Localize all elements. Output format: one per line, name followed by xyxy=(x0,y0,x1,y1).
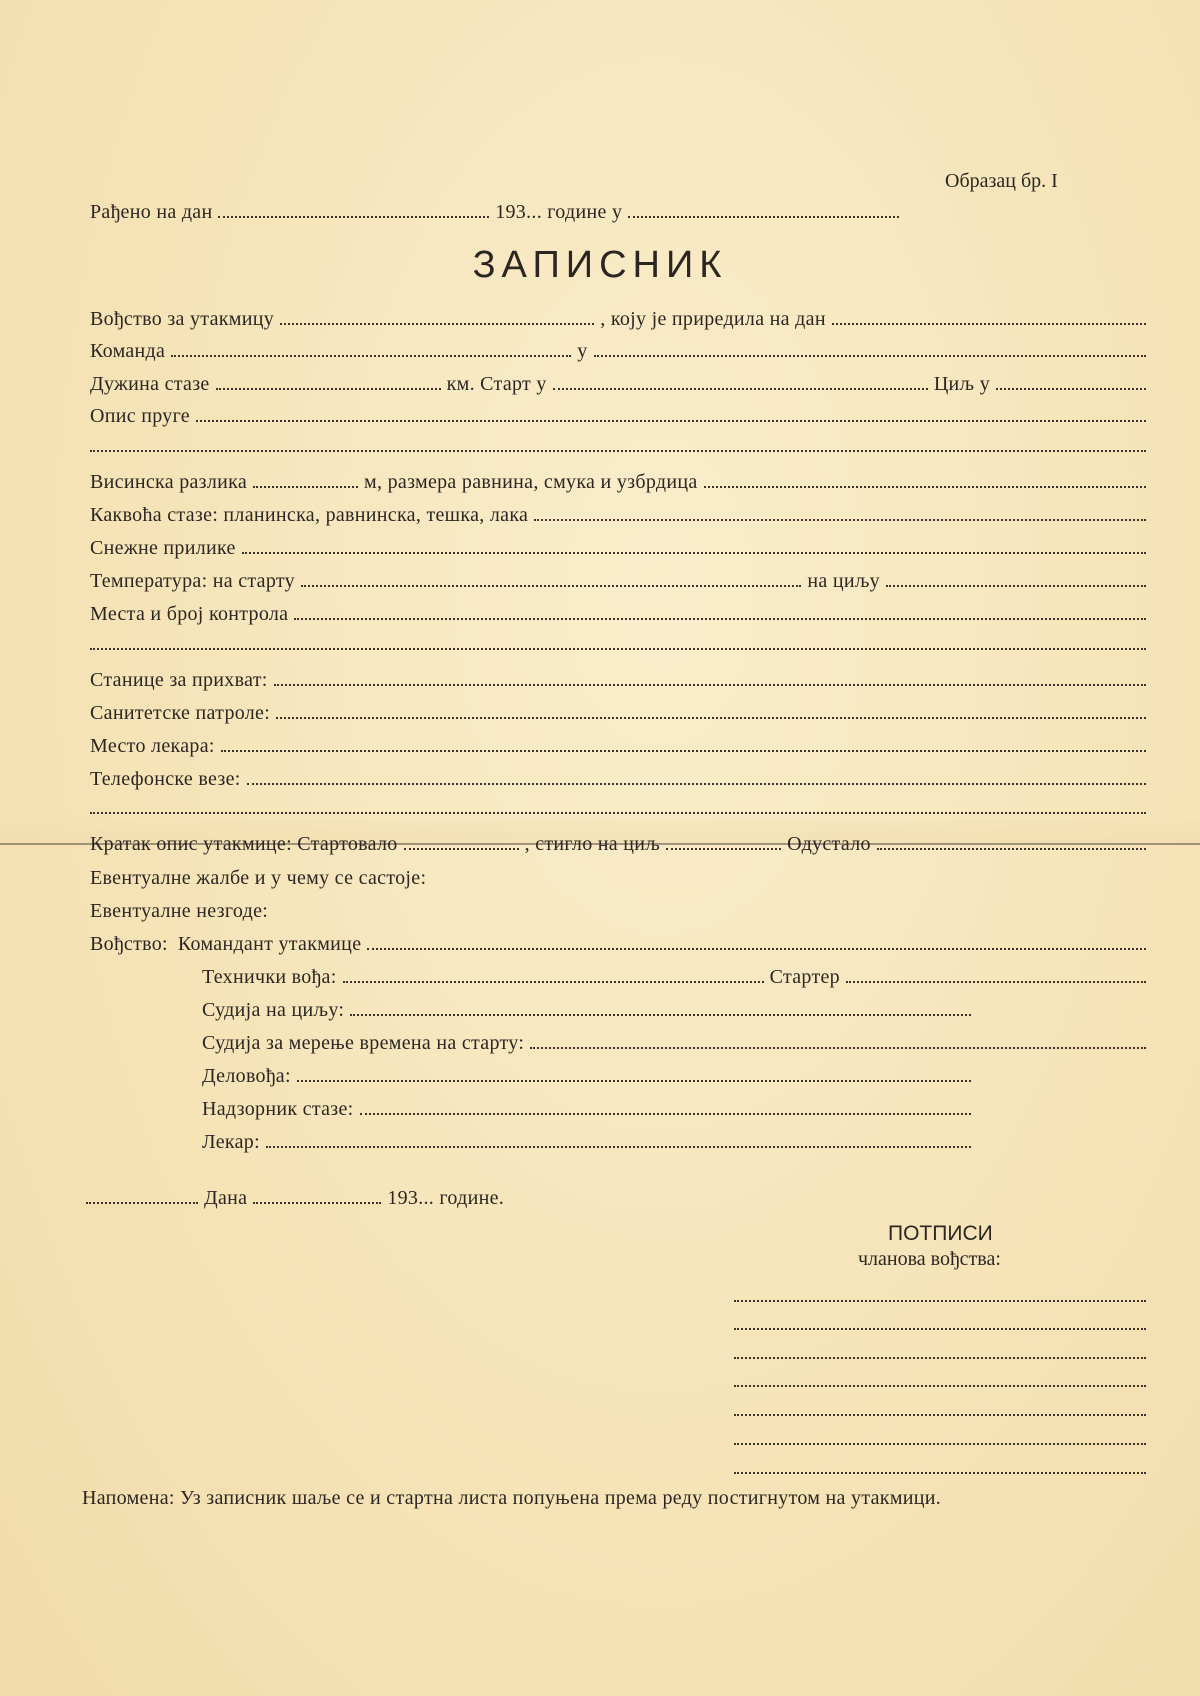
blank xyxy=(704,472,1146,488)
signature-line xyxy=(734,1470,1146,1474)
document-title: ЗАПИСНИК xyxy=(472,244,728,286)
row-command xyxy=(90,339,1152,363)
label-finish: Циљ у xyxy=(933,373,990,395)
label-date-year: 193... године. xyxy=(387,1187,505,1209)
row-length xyxy=(90,372,1152,396)
label-snow: Снежне прилике xyxy=(90,537,236,559)
row-summary xyxy=(90,832,1152,856)
blank xyxy=(832,309,1146,325)
signature-line xyxy=(734,1412,1146,1416)
row-controls xyxy=(90,602,1152,626)
blank xyxy=(367,934,1146,950)
blank xyxy=(350,1000,971,1016)
blank xyxy=(274,670,1146,686)
row-medical xyxy=(90,701,1152,725)
label-in: у xyxy=(577,340,588,362)
label-command: Команда xyxy=(90,340,166,362)
label-accidents: Евентуалне незгоде: xyxy=(90,900,269,922)
signatures-heading: ПОТПИСИ xyxy=(888,1222,993,1245)
blank xyxy=(343,967,764,983)
label-phones: Телефонске везе: xyxy=(90,768,241,790)
label-commander: Командант утакмице xyxy=(177,933,362,955)
label-arrived: , стигло на циљ xyxy=(524,833,661,855)
row-judge-finish xyxy=(202,998,977,1022)
label-doctor: Лекар: xyxy=(202,1131,260,1153)
signature-line xyxy=(734,1383,1146,1387)
row-elevation xyxy=(90,470,1152,494)
blank xyxy=(294,604,1146,620)
label-length: Дужина стазе xyxy=(90,373,210,395)
blank xyxy=(280,309,594,325)
label-medical: Санитетске патроле: xyxy=(90,702,271,724)
label-day: Дана xyxy=(204,1187,248,1209)
row-temp xyxy=(90,569,1152,593)
blank xyxy=(886,571,1146,587)
blank xyxy=(534,505,1146,521)
label-controls: Места и број контрола xyxy=(90,603,289,625)
row-controls-cont xyxy=(90,634,1152,650)
blank xyxy=(301,571,801,587)
done-on-label: Рађено на дан xyxy=(90,201,213,223)
blank xyxy=(90,436,1146,452)
row-stations xyxy=(90,668,1152,692)
label-doctor-place: Место лекара: xyxy=(90,735,215,757)
blank xyxy=(404,834,519,850)
blank xyxy=(594,341,1146,357)
row-quality xyxy=(90,503,1152,527)
label-elevation: Висинска разлика xyxy=(90,471,248,493)
label-complaints: Евентуалне жалбе и у чему се састоје: xyxy=(90,867,427,889)
row-leadership xyxy=(90,307,1152,331)
row-judge-time xyxy=(202,1031,1152,1055)
blank xyxy=(266,1132,971,1148)
blank xyxy=(996,374,1146,390)
row-clerk xyxy=(202,1064,977,1088)
label-leadership2: Вођство: xyxy=(90,933,168,955)
label-start: км. Старт у xyxy=(446,373,547,395)
label-route: Опис пруге xyxy=(90,405,190,427)
blank xyxy=(553,374,928,390)
label-supervisor: Надзорник стазе: xyxy=(202,1098,354,1120)
label-quit: Одустало xyxy=(787,833,871,855)
row-date xyxy=(86,1186,606,1210)
date-blank xyxy=(218,202,489,218)
blank xyxy=(221,736,1146,752)
header-line xyxy=(90,200,905,224)
blank xyxy=(253,1188,381,1204)
row-technical xyxy=(202,965,1152,989)
label-starter: Стартер xyxy=(769,966,840,988)
blank xyxy=(846,967,1146,983)
row-accidents xyxy=(90,899,268,923)
label-temp: Температура: на старту xyxy=(90,570,295,592)
blank xyxy=(297,1066,971,1082)
signature-line xyxy=(734,1441,1146,1445)
blank xyxy=(196,406,1146,422)
row-doctor xyxy=(202,1130,977,1154)
blank xyxy=(242,538,1146,554)
blank xyxy=(877,834,1146,850)
label-leadership: Вођство за утакмицу xyxy=(90,308,275,330)
signature-line xyxy=(734,1355,1146,1359)
blank xyxy=(247,769,1146,785)
label-judge-finish: Судија на циљу: xyxy=(202,999,345,1021)
blank xyxy=(253,472,358,488)
row-supervisor xyxy=(202,1097,977,1121)
blank xyxy=(530,1033,1146,1049)
label-quality: Каквоћа стазе: планинска, равнинска, тешка, лака xyxy=(90,504,529,526)
row-route-cont xyxy=(90,436,1152,452)
signature-line xyxy=(734,1326,1146,1330)
blank xyxy=(86,1188,198,1204)
blank xyxy=(276,703,1146,719)
year-label: 193... године у xyxy=(495,201,623,223)
label-stations: Станице за прихват: xyxy=(90,669,268,691)
row-route xyxy=(90,404,1152,428)
blank xyxy=(171,341,571,357)
row-phones xyxy=(90,767,1152,791)
form-number: Образац бр. I xyxy=(945,170,1058,192)
label-organized: , коју је приредила на дан xyxy=(600,308,826,330)
blank xyxy=(360,1099,971,1115)
row-phones-cont xyxy=(90,798,1152,814)
blank xyxy=(90,634,1146,650)
row-doctor-place xyxy=(90,734,1152,758)
label-technical: Технички вођа: xyxy=(202,966,337,988)
row-snow xyxy=(90,536,1152,560)
blank xyxy=(666,834,781,850)
blank xyxy=(90,798,1146,814)
row-complaints xyxy=(90,866,426,890)
signature-line xyxy=(734,1298,1146,1302)
blank xyxy=(216,374,441,390)
label-clerk: Деловођа: xyxy=(202,1065,291,1087)
row-commander xyxy=(90,932,1152,956)
label-summary: Кратак опис утакмице: Стартовало xyxy=(90,833,398,855)
signatures-subheading: чланова вођства: xyxy=(858,1248,1001,1270)
label-judge-time: Судија за мерење времена на старту: xyxy=(202,1032,525,1054)
label-temp-finish: на циљу xyxy=(807,570,880,592)
footnote: Напомена: Уз записник шаље се и стартна листа попуњена према реду постигнутом на утакмици. xyxy=(82,1487,942,1509)
place-blank xyxy=(628,202,899,218)
label-ratio: м, размера равнина, смука и узбрдица xyxy=(364,471,698,493)
